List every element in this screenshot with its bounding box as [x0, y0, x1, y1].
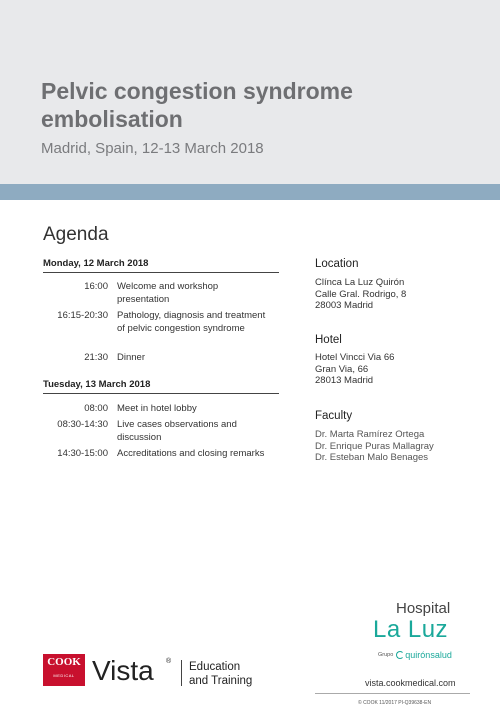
- session-time: 14:30-15:00: [57, 448, 108, 459]
- faculty-heading: Faculty: [315, 410, 353, 422]
- event-subtitle: Madrid, Spain, 12-13 March 2018: [41, 140, 264, 157]
- session-description: Welcome and workshop presentation: [117, 281, 219, 305]
- faculty-list: [315, 429, 434, 464]
- cook-logo-word: COOK: [47, 656, 81, 668]
- day-divider: [43, 393, 279, 394]
- logo-divider: [181, 660, 182, 686]
- session-time: 08:00: [84, 403, 108, 414]
- quironsalud-logo: [378, 646, 452, 664]
- education-line: Education: [189, 661, 241, 673]
- session-time: 16:15-20:30: [57, 310, 108, 321]
- website-url: vista.cookmedical.com: [365, 678, 456, 688]
- session-time: 16:00: [84, 281, 108, 292]
- day-title-monday: Monday, 12 March 2018: [43, 258, 149, 269]
- cook-medical-logo: [43, 654, 85, 686]
- location-line: 28003 Madrid: [315, 300, 374, 311]
- training-line: and Training: [189, 675, 253, 687]
- session-description: Meet in hotel lobby: [117, 403, 197, 414]
- faculty-member: Dr. Enrique Puras Mallagray: [315, 440, 434, 452]
- hospital-logo-word: Hospital: [396, 600, 451, 617]
- day-divider: [43, 272, 279, 273]
- hotel-line: Gran Via, 66: [315, 363, 369, 375]
- session-description: Pathology, diagnosis and treatment of pelvic congestion syndrome: [117, 310, 266, 334]
- education-training-label: [189, 660, 252, 688]
- copyright-text: © COOK 11/2017 PI-Q39638-EN: [358, 700, 432, 706]
- hotel-line: Hotel Vincci Via 66: [315, 352, 395, 363]
- accent-band: [0, 184, 500, 200]
- session-description: Dinner: [117, 352, 145, 363]
- registered-mark: ®: [166, 658, 172, 665]
- hotel-heading: Hotel: [315, 334, 342, 346]
- page-title: Pelvic congestion syndrome embolisation: [41, 78, 353, 132]
- agenda-heading: Agenda: [43, 224, 109, 245]
- hospital-logo-name: La Luz: [373, 616, 449, 643]
- cook-logo-sub: MEDICAL: [53, 673, 75, 678]
- location-heading: Location: [315, 258, 359, 270]
- vista-logo: Vista: [92, 655, 154, 686]
- quironsalud-swirl-icon: [396, 651, 404, 659]
- header-banner: [0, 0, 500, 184]
- session-description: Accreditations and closing remarks: [117, 448, 265, 459]
- hotel-address: [315, 352, 394, 387]
- grupo-label: Grupo: [378, 651, 394, 658]
- quironsalud-label: quirónsalud: [405, 649, 452, 660]
- session-time: 08:30-14:30: [57, 419, 108, 430]
- faculty-member: Dr. Esteban Malo Benages: [315, 452, 429, 463]
- session-description: Live cases observations and discussion: [117, 419, 237, 443]
- location-line: Clínca La Luz Quirón: [315, 277, 405, 288]
- location-address: [315, 277, 406, 312]
- faculty-member: Dr. Marta Ramírez Ortega: [315, 429, 425, 440]
- footer-divider: [315, 693, 470, 694]
- location-line: Calle Gral. Rodrigo, 8: [315, 288, 407, 300]
- hotel-line: 28013 Madrid: [315, 375, 374, 386]
- day-title-tuesday: Tuesday, 13 March 2018: [43, 379, 151, 390]
- session-time: 21:30: [84, 352, 108, 363]
